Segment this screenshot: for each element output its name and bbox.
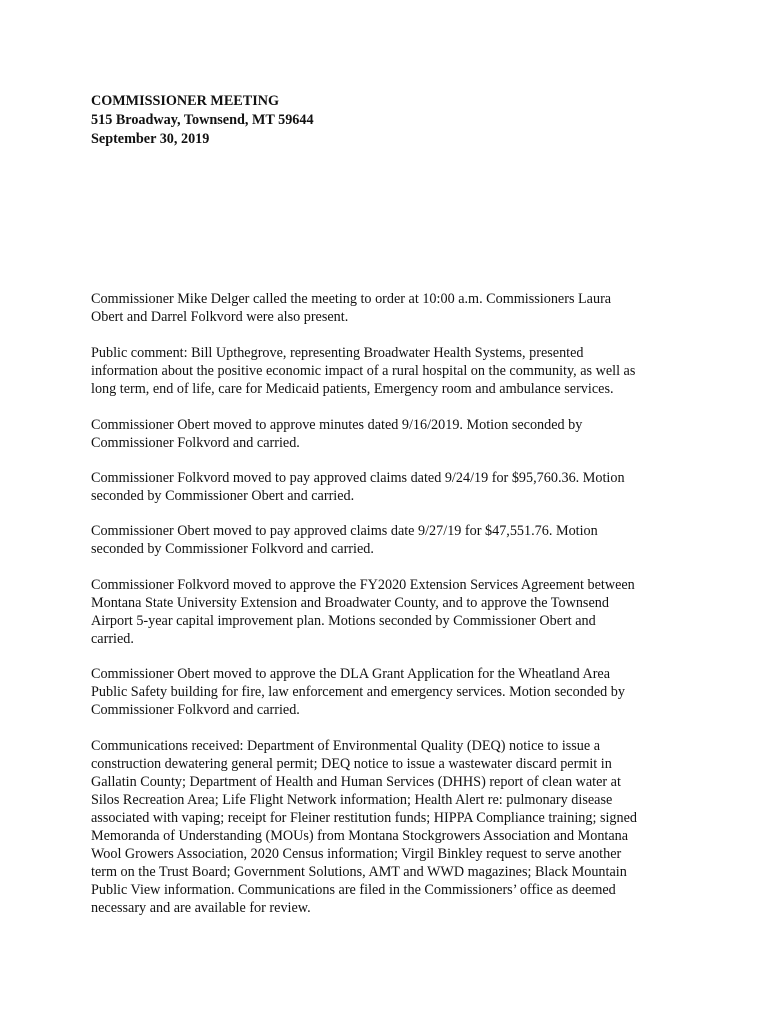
text-line: Commissioner Obert moved to pay approved claims date 9/27/19 for $47,551.76. Motion — [91, 523, 598, 539]
paragraph-extension-agreement — [91, 576, 681, 648]
text-line: carried. — [91, 631, 134, 647]
meeting-address: 515 Broadway, Townsend, MT 59644 — [91, 112, 314, 128]
text-line: Communications received: Department of Environmental Quality (DEQ) notice to issue a — [91, 738, 601, 754]
text-line: term on the Trust Board; Government Solutions, AMT and WWD magazines; Black Mountain — [91, 864, 627, 880]
paragraph-dla-grant — [91, 665, 681, 719]
paragraph-communications — [91, 737, 681, 917]
text-line: associated with vaping; receipt for Fleiner restitution funds; HIPPA Compliance training; signed — [91, 810, 637, 826]
text-line: Commissioner Obert moved to approve the DLA Grant Application for the Wheatland Area — [91, 666, 611, 682]
text-line: Public Safety building for fire, law enforcement and emergency services. Motion seconded by — [91, 684, 625, 700]
text-line: long term, end of life, care for Medicaid patients, Emergency room and ambulance services. — [91, 381, 614, 397]
text-line: Commissioner Folkvord and carried. — [91, 435, 300, 451]
text-line: Silos Recreation Area; Life Flight Network information; Health Alert re: pulmonary disease — [91, 792, 613, 808]
text-line: Gallatin County; Department of Health and Human Services (DHHS) report of clean water at — [91, 774, 621, 790]
text-line: Wool Growers Association, 2020 Census information; Virgil Binkley request to serve another — [91, 846, 622, 862]
text-line: Public comment: Bill Upthegrove, representing Broadwater Health Systems, presented — [91, 345, 584, 361]
paragraph-call-to-order — [91, 290, 681, 326]
meeting-title: COMMISSIONER MEETING — [91, 93, 280, 109]
text-line: Commissioner Mike Delger called the meeting to order at 10:00 a.m. Commissioners Laura — [91, 291, 612, 307]
text-line: Public View information. Communications are filed in the Commissioners’ office as deemed — [91, 882, 616, 898]
text-line: Commissioner Folkvord moved to pay approved claims dated 9/24/19 for $95,760.36. Motion — [91, 470, 625, 486]
text-line: Airport 5-year capital improvement plan. Motions seconded by Commissioner Obert and — [91, 613, 596, 629]
text-line: Obert and Darrel Folkvord were also present. — [91, 309, 349, 325]
text-line: Commissioner Obert moved to approve minutes dated 9/16/2019. Motion seconded by — [91, 417, 583, 433]
text-line: Commissioner Folkvord moved to approve the FY2020 Extension Services Agreement between — [91, 577, 635, 593]
text-line: seconded by Commissioner Obert and carried. — [91, 488, 355, 504]
meeting-date: September 30, 2019 — [91, 131, 210, 147]
text-line: Memoranda of Understanding (MOUs) from Montana Stockgrowers Association and Montana — [91, 828, 629, 844]
text-line: Commissioner Folkvord and carried. — [91, 702, 300, 718]
paragraph-public-comment — [91, 344, 681, 398]
text-line: construction dewatering general permit; DEQ notice to issue a wastewater discard permit in — [91, 756, 612, 772]
paragraph-minutes — [91, 416, 681, 452]
paragraph-claims-2 — [91, 522, 681, 558]
text-line: Montana State University Extension and Broadwater County, and to approve the Townsend — [91, 595, 609, 611]
meeting-header — [91, 92, 691, 149]
text-line: seconded by Commissioner Folkvord and carried. — [91, 541, 374, 557]
paragraph-claims-1 — [91, 469, 681, 505]
text-line: information about the positive economic impact of a rural hospital on the community, as well as — [91, 363, 636, 379]
text-line: necessary and are available for review. — [91, 900, 311, 916]
